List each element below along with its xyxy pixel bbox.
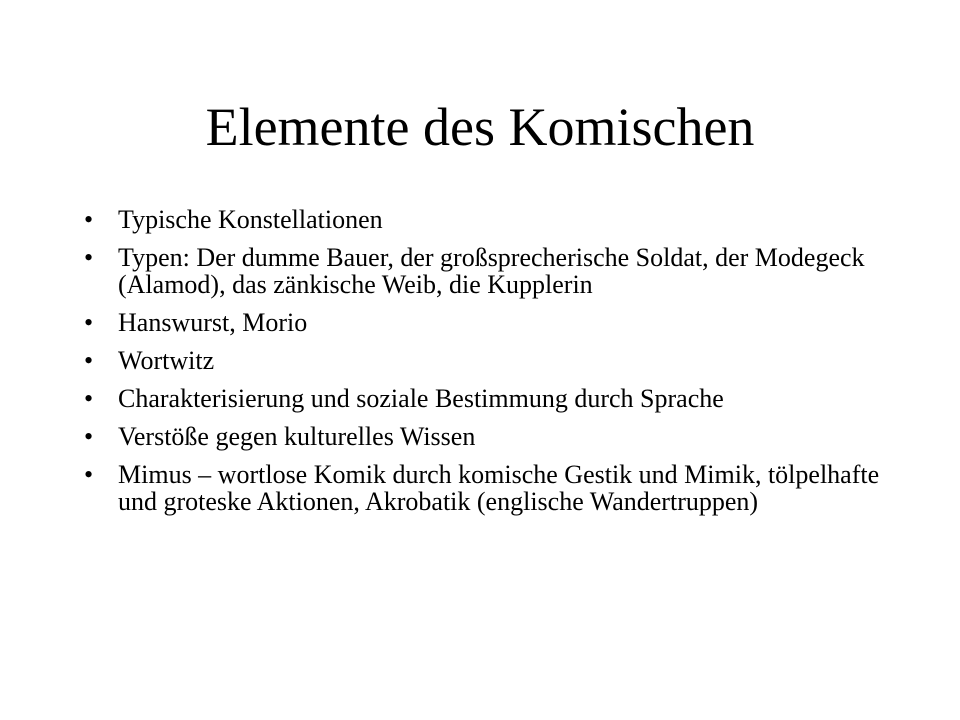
bullet-list xyxy=(80,206,890,526)
bullet-text: Mimus – wortlose Komik durch komische Gestik und Mimik, tölpelhafte und groteske Aktionen, Akrobatik (englische Wandertruppen) xyxy=(118,460,880,516)
bullet-item xyxy=(80,244,890,298)
bullet-item xyxy=(80,461,890,515)
bullet-text: Typische Konstellationen xyxy=(118,205,383,234)
bullet-marker: • xyxy=(84,422,94,451)
bullet-item xyxy=(80,206,890,233)
bullet-text: Verstöße gegen kulturelles Wissen xyxy=(118,422,476,451)
bullet-marker: • xyxy=(84,308,94,337)
bullet-text: Charakterisierung und soziale Bestimmung durch Sprache xyxy=(118,384,724,413)
bullet-marker: • xyxy=(84,243,94,272)
bullet-item xyxy=(80,423,890,450)
bullet-item xyxy=(80,385,890,412)
bullet-marker: • xyxy=(84,205,94,234)
bullet-marker: • xyxy=(84,384,94,413)
bullet-text: Hanswurst, Morio xyxy=(118,308,308,337)
bullet-marker: • xyxy=(84,460,94,489)
bullet-item xyxy=(80,309,890,336)
bullet-item xyxy=(80,347,890,374)
bullet-text: Wortwitz xyxy=(118,346,215,375)
slide-title: Elemente des Komischen xyxy=(205,97,755,157)
bullet-marker: • xyxy=(84,346,94,375)
bullet-text: Typen: Der dumme Bauer, der großsprecherische Soldat, der Modegeck (Alamod), das zänkische Weib, die Kupplerin xyxy=(118,243,865,299)
